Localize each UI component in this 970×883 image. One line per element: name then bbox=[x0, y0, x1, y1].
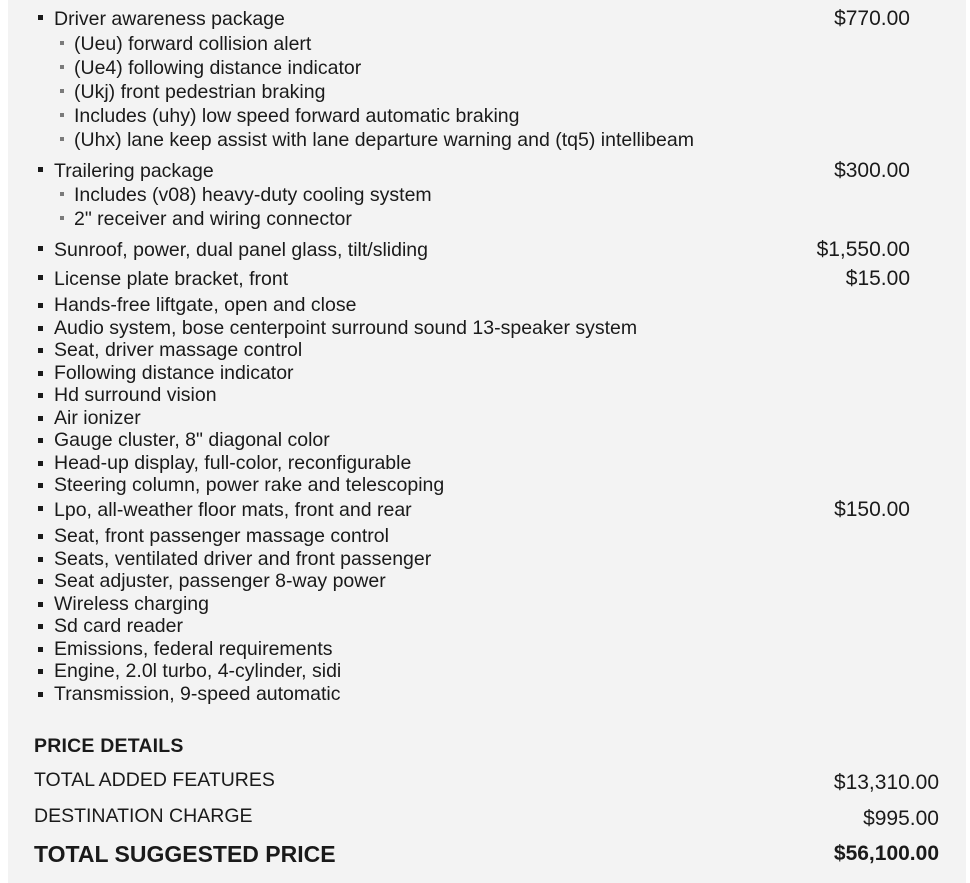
feature-name: Audio system, bose centerpoint surround sound 13-speaker system bbox=[54, 316, 638, 339]
feature-sub-item bbox=[58, 104, 938, 128]
total-added-features-label: TOTAL ADDED FEATURES bbox=[34, 769, 275, 791]
feature-name: Wireless charging bbox=[54, 592, 209, 615]
feature-item bbox=[8, 683, 938, 706]
bullet-icon bbox=[38, 692, 43, 697]
feature-name: Emissions, federal requirements bbox=[54, 637, 333, 660]
feature-name: Sd card reader bbox=[54, 615, 183, 637]
feature-sub-item bbox=[58, 207, 938, 231]
bullet-icon bbox=[38, 579, 43, 584]
total-suggested-price-label: TOTAL SUGGESTED PRICE bbox=[34, 841, 336, 867]
feature-sub-text: (Ukj) front pedestrian braking bbox=[74, 80, 326, 103]
bullet-icon bbox=[38, 303, 43, 308]
bullet-icon bbox=[38, 669, 43, 674]
sub-bullet-icon bbox=[60, 41, 64, 45]
price-details-heading: PRICE DETAILS bbox=[34, 735, 184, 757]
feature-sub-item bbox=[58, 32, 938, 56]
destination-charge-label: DESTINATION CHARGE bbox=[34, 805, 253, 827]
feature-item bbox=[8, 384, 938, 407]
bullet-icon bbox=[38, 275, 43, 280]
bullet-icon bbox=[38, 624, 43, 629]
total-added-features-row bbox=[34, 761, 939, 797]
feature-item bbox=[8, 525, 938, 548]
feature-item bbox=[8, 593, 938, 616]
feature-price: $300.00 bbox=[834, 158, 910, 182]
feature-name: Sunroof, power, dual panel glass, tilt/sliding bbox=[54, 239, 428, 261]
destination-charge-row bbox=[34, 797, 939, 833]
feature-item bbox=[8, 158, 938, 234]
feature-name: Engine, 2.0l turbo, 4-cylinder, sidi bbox=[54, 660, 342, 682]
options-panel bbox=[8, 0, 966, 883]
feature-sub-text: (Uhx) lane keep assist with lane departure warning and (tq5) intellibeam bbox=[74, 128, 694, 151]
feature-name: Driver awareness package bbox=[54, 8, 285, 30]
feature-sub-item bbox=[58, 183, 938, 207]
feature-item bbox=[8, 339, 938, 362]
sub-bullet-icon bbox=[60, 89, 64, 93]
bullet-icon bbox=[38, 393, 43, 398]
bullet-icon bbox=[38, 461, 43, 466]
feature-sub-text: Includes (v08) heavy-duty cooling system bbox=[74, 184, 432, 206]
feature-name: Head-up display, full-color, reconfigurable bbox=[54, 451, 412, 474]
feature-name: Following distance indicator bbox=[54, 361, 294, 384]
feature-name: Steering column, power rake and telescoping bbox=[54, 474, 445, 496]
feature-name: Air ionizer bbox=[54, 406, 141, 429]
bullet-icon bbox=[38, 483, 43, 488]
sub-bullet-icon bbox=[60, 216, 64, 220]
bullet-icon bbox=[38, 371, 43, 376]
feature-price: $15.00 bbox=[845, 266, 910, 290]
feature-sub-item bbox=[58, 80, 938, 104]
feature-price: $770.00 bbox=[834, 7, 910, 30]
feature-sub-item bbox=[58, 128, 938, 152]
feature-sub-list bbox=[38, 182, 938, 233]
feature-sub-list bbox=[38, 31, 938, 154]
sub-bullet-icon bbox=[60, 192, 64, 196]
feature-name: Hands-free liftgate, open and close bbox=[54, 294, 357, 316]
feature-item bbox=[8, 237, 938, 262]
feature-item bbox=[8, 266, 938, 291]
feature-sub-item bbox=[58, 56, 938, 80]
feature-item bbox=[8, 548, 938, 571]
bullet-icon bbox=[38, 647, 43, 652]
feature-name: Trailering package bbox=[54, 159, 214, 182]
feature-sub-text: (Ue4) following distance indicator bbox=[74, 56, 362, 79]
feature-name: Seats, ventilated driver and front passenger bbox=[54, 547, 432, 570]
feature-name: Hd surround vision bbox=[54, 384, 217, 406]
feature-name: Seat, driver massage control bbox=[54, 339, 303, 361]
sub-bullet-icon bbox=[60, 113, 64, 117]
feature-price: $1,550.00 bbox=[816, 238, 910, 261]
bullet-icon bbox=[38, 534, 43, 539]
feature-item bbox=[8, 615, 938, 638]
feature-item bbox=[8, 429, 938, 452]
total-suggested-price-amount: $56,100.00 bbox=[833, 842, 939, 865]
feature-price: $150.00 bbox=[834, 497, 910, 521]
feature-item bbox=[8, 452, 938, 475]
sub-bullet-icon bbox=[60, 137, 64, 141]
bullet-icon bbox=[38, 416, 43, 421]
price-details bbox=[34, 735, 939, 869]
feature-list bbox=[8, 6, 966, 705]
feature-name: Lpo, all-weather floor mats, front and rear bbox=[54, 498, 412, 521]
feature-name: Seat adjuster, passenger 8-way power bbox=[54, 570, 386, 592]
feature-item bbox=[8, 6, 938, 154]
bullet-icon bbox=[38, 557, 43, 562]
bullet-icon bbox=[38, 246, 43, 251]
feature-item bbox=[8, 294, 938, 317]
bullet-icon bbox=[38, 326, 43, 331]
feature-sub-text: Includes (uhy) low speed forward automatic braking bbox=[74, 104, 520, 127]
destination-charge-amount: $995.00 bbox=[863, 807, 939, 830]
feature-sub-text: (Ueu) forward collision alert bbox=[74, 32, 312, 55]
feature-item bbox=[8, 362, 938, 385]
bullet-icon bbox=[38, 167, 43, 172]
feature-item bbox=[8, 497, 938, 522]
bullet-icon bbox=[38, 602, 43, 607]
bullet-icon bbox=[38, 15, 43, 20]
total-suggested-price-row bbox=[34, 833, 939, 869]
bullet-icon bbox=[38, 348, 43, 353]
feature-name: Gauge cluster, 8" diagonal color bbox=[54, 429, 330, 451]
feature-item bbox=[8, 570, 938, 593]
feature-item bbox=[8, 407, 938, 430]
feature-item bbox=[8, 638, 938, 661]
feature-name: Transmission, 9-speed automatic bbox=[54, 682, 341, 705]
feature-item bbox=[8, 474, 938, 497]
bullet-icon bbox=[38, 438, 43, 443]
feature-item bbox=[8, 660, 938, 683]
bullet-icon bbox=[38, 506, 43, 511]
feature-name: License plate bracket, front bbox=[54, 267, 289, 290]
total-added-features-amount: $13,310.00 bbox=[833, 771, 939, 794]
feature-item bbox=[8, 317, 938, 340]
feature-sub-text: 2" receiver and wiring connector bbox=[74, 208, 352, 230]
feature-name: Seat, front passenger massage control bbox=[54, 525, 389, 547]
sub-bullet-icon bbox=[60, 65, 64, 69]
